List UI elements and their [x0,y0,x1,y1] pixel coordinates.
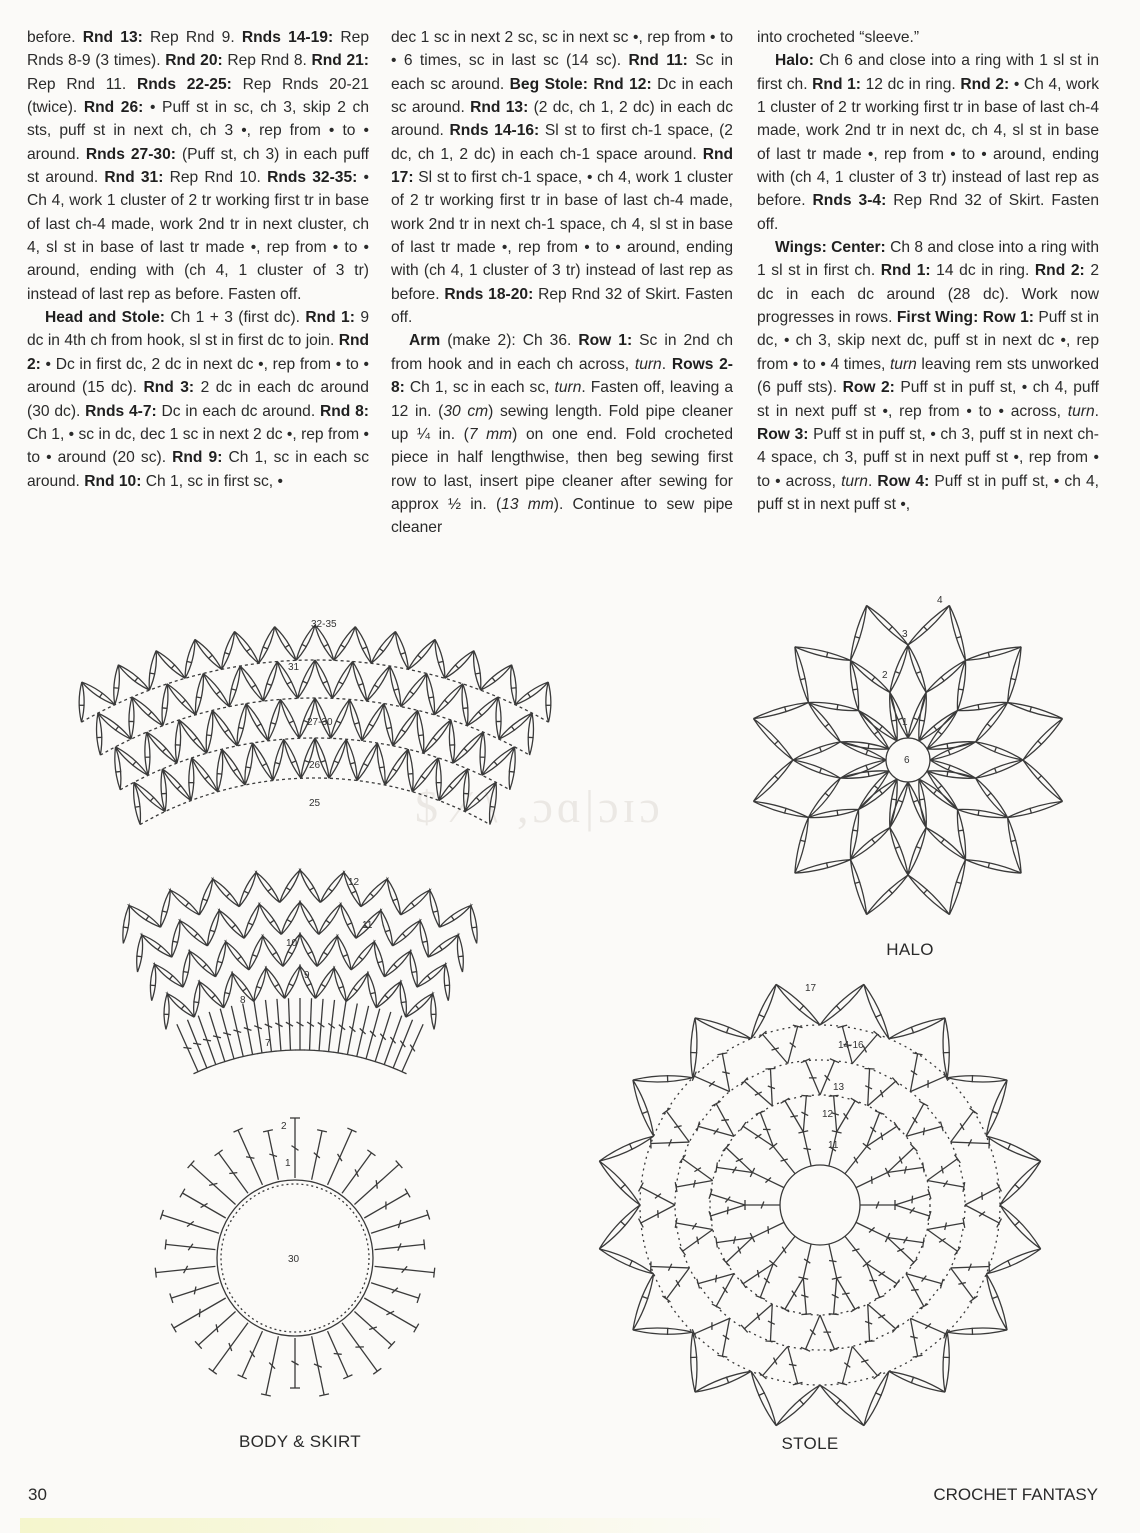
caption-stole: STOLE [781,1434,839,1453]
stole-label-11: 11 [828,1140,839,1151]
column-2 [391,26,733,540]
scan-edge-highlight [20,1518,720,1533]
column-3 [757,26,1099,516]
caption-body-skirt: BODY & SKIRT [238,1432,361,1451]
halo-label-2: 2 [882,670,888,681]
halo-label-6: 6 [904,755,910,766]
halo-label-3: 3 [902,629,908,640]
body-label-1: 1 [285,1158,291,1169]
halo-label-1: 1 [902,717,908,728]
head-label-10: 10 [286,938,298,949]
col2-paragraph-arm: Arm (make 2): Ch 36. Row 1: Sc in 2nd ch from hook and in each ch across, turn. Rows 2-8: Ch 1, sc in each sc, turn. Fasten off, leaving a 12 in. (30 cm) sewing length. Fold pipe cleaner up ¼ in. (7 mm) on one end. Fold crocheted piece in half lengthwise, then beg sewing first row to last, insert pipe cleaner after sewing for approx ½ in. (13 mm). Continue to sew pipe cleaner [391,332,734,537]
skirt-label-31: 31 [288,662,300,673]
stole-diagram [590,970,1050,1430]
column-1 [27,26,369,493]
col2-paragraph-1: dec 1 sc in next 2 sc, sc in next sc •, rep from • to • 6 times, sc in last sc (14 sc). Rnd 11: Sc in each sc around. Beg Stole: Rnd 12: Dc in each sc around. Rnd 13: (2 dc, ch 1, 2 dc) in each dc around. Rnds 14-16: Sl st to first ch-1 space, (2 dc, ch 1, 2 dc) in each ch-1 space around. Rnd 17: Sl st to first ch-1 space, • ch 4, work 1 cluster of 2 tr working first tr in base of last ch-4 made, work 2nd tr in next ch-1 space, ch 4, sl st in base of last tr made •, rep from • to • around, ending with (ch 4, 1 cluster of 3 tr) instead of last rep as before. Rnds 18-20: Rep Rnd 32 of Skirt. Fasten off. [391,29,734,327]
skirt-label-25: 25 [309,798,321,809]
body-label-30: 30 [288,1254,300,1265]
skirt-diagram [55,610,575,860]
head-label-9: 9 [304,970,310,981]
body-label-2: 2 [281,1121,287,1132]
halo-label-4: 4 [937,595,943,606]
stole-label-12: 12 [822,1109,834,1120]
skirt-label-27-30: 27-30 [307,717,333,728]
background-bleed-text: $ ⁄ \ ,ɔɑ|ɔɪɔ [415,781,664,832]
col1-paragraph-1: before. Rnd 13: Rep Rnd 9. Rnds 14-19: Rep Rnds 8-9 (3 times). Rnd 20: Rep Rnd 8. Rnd 21: Rep Rnd 11. Rnds 22-25: Rep Rnds 20-21 (twice). Rnd 26: • Puff st in sc, ch 3, skip 2 ch sts, puff st in next ch, ch 3 •, rep from • to • around. Rnds 27-30: (Puff st, ch 3) in each puff st around. Rnd 31: Rep Rnd 10. Rnds 32-35: • Ch 4, work 1 cluster of 2 tr working first tr in base of last ch-4 made, work 2nd tr in next cluster, ch 4, sl st in base of last tr made •, rep from • to • around, ending with (ch 4, 1 cluster of 3 tr) instead of last rep as before. Fasten off. [27,29,370,303]
halo-diagram [730,585,1090,935]
caption-halo: HALO [886,940,934,959]
head-label-12: 12 [348,877,360,888]
col3-paragraph-wings: Wings: Center: Ch 8 and close into a ring with 1 sl st in first ch. Rnd 1: 14 dc in ring. Rnd 2: 2 dc in each dc around (28 dc). Work now progresses in rows. First Wing: Row 1: Puff st in dc, • ch 3, skip next dc, puff st in next dc •, rep from • to • 4 times, turn leaving rem sts unworked (6 puff sts). Row 2: Puff st in puff st, • ch 4, puff st in next puff st •, rep from • to • across, turn. Row 3: Puff st in puff st, • ch 3, puff st in next ch-4 space, ch 3, puff st in next puff st •, rep from • to • across, turn. Row 4: Puff st in puff st, • ch 4, puff st in next puff st •, [757,239,1100,513]
head-diagram [110,860,490,1110]
magazine-name: CROCHET FANTASY [933,1485,1098,1504]
col3-paragraph-halo: Halo: Ch 6 and close into a ring with 1 sl st in first ch. Rnd 1: 12 dc in ring. Rnd 2: • Ch 4, work 1 cluster of 2 tr working first tr in base of last ch-4 made, work 2nd tr in next dc, ch 4, sl st in base of last tr made •, rep from • to • around, ending with (ch 4, 1 cluster of 3 tr) instead of last rep as before. Rnds 3-4: Rep Rnd 32 of Skirt. Fasten off. [757,52,1100,233]
head-label-11: 11 [362,920,373,931]
col1-paragraph-head-and-stole: Head and Stole: Ch 1 + 3 (first dc). Rnd 1: 9 dc in 4th ch from hook, sl st in first dc to join. Rnd 2: • Dc in first dc, 2 dc in next dc •, rep from • to • around (15 dc). Rnd 3: 2 dc in each dc around (30 dc). Rnds 4-7: Dc in each dc around. Rnd 8: Ch 1, • sc in dc, dec 1 sc in next 2 dc •, rep from • to • around (20 sc). Rnd 9: Ch 1, sc in each sc around. Rnd 10: Ch 1, sc in first sc, • [27,309,369,490]
head-label-8: 8 [240,995,246,1006]
skirt-label-32-35: 32-35 [311,619,337,630]
stole-label-14-16: 14-16 [838,1040,864,1051]
page-number: 30 [28,1485,47,1504]
head-label-7: 7 [265,1038,271,1049]
stole-label-13: 13 [833,1082,845,1093]
skirt-label-26: 26 [309,760,321,771]
body-diagram [140,1098,450,1408]
stole-label-17: 17 [805,983,817,994]
col3-paragraph-1: into crocheted “sleeve.” [757,29,920,46]
